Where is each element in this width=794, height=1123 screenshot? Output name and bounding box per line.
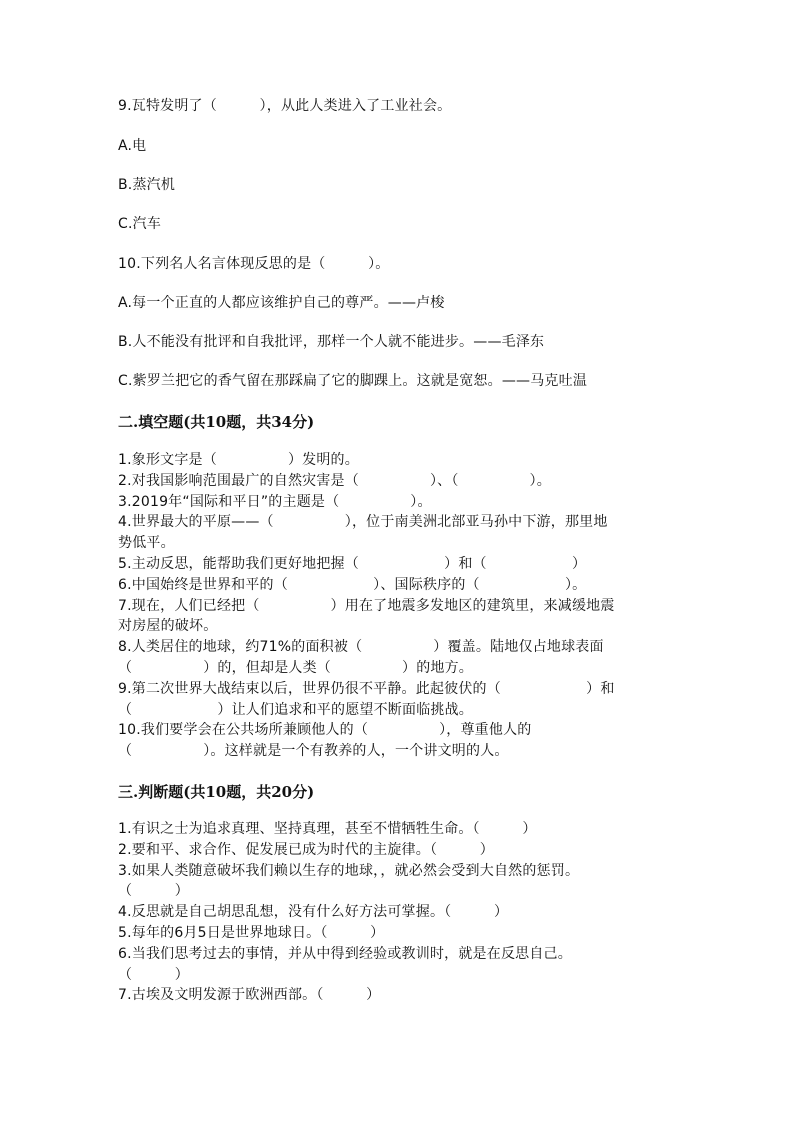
judge-line: 6.当我们思考过去的事情，并从中得到经验或教训时，就是在反思自己。 [118, 945, 572, 962]
fill-line: 1.象形文字是（ ）发明的。 [118, 452, 359, 468]
fill-line: （ ）的，但却是人类（ ）的地方。 [118, 659, 473, 676]
judge-question-list [118, 819, 678, 1006]
judge-line: 5.每年的6月5日是世界地球日。（ ） [118, 924, 385, 941]
question-10-stem: 10.下列名人名言体现反思的是（ ）。 [118, 256, 390, 272]
fill-line: 5.主动反思，能帮助我们更好地把握（ ）和（ ） [118, 555, 587, 572]
judge-line: （ ） [118, 883, 189, 900]
question-9-stem: 9.瓦特发明了（ ），从此人类进入了工业社会。 [118, 98, 452, 114]
fill-line: 4.世界最大的平原——（ ），位于南美洲北部亚马孙中下游，那里地 [118, 514, 608, 531]
fill-line: 3.2019年“国际和平日”的主题是（ ）。 [118, 493, 432, 510]
question-10-option-a: A.每一个正直的人都应该维护自己的尊严。——卢梭 [118, 295, 445, 311]
judge-line: 4.反思就是自己胡思乱想，没有什么好方法可掌握。（ ） [118, 904, 509, 921]
section-fill-heading: 二.填空题(共10题，共34分) [118, 413, 315, 431]
question-9-option-c: C.汽车 [118, 216, 162, 232]
judge-line: 1.有识之士为追求真理、坚持真理，甚至不惜牺牲生命。（ ） [118, 821, 537, 837]
section-judge-heading: 三.判断题(共10题，共20分) [118, 783, 315, 801]
fill-line: 6.中国始终是世界和平的（ ）、国际秩序的（ ）。 [118, 576, 587, 593]
question-10-option-b: B.人不能没有批评和自我批评，那样一个人就不能进步。——毛泽东 [118, 334, 545, 350]
fill-line: 势低平。 [118, 535, 175, 552]
question-9-option-a: A.电 [118, 138, 147, 154]
fill-line: 8.人类居住的地球，约71%的面积被（ ）覆盖。陆地仅占地球表面 [118, 639, 604, 656]
fill-line: （ ）。这样就是一个有教养的人，一个讲文明的人。 [118, 743, 509, 760]
fill-line: 7.现在，人们已经把（ ）用在了地震多发地区的建筑里，来减缓地震 [118, 597, 615, 614]
fill-line: （ ）让人们追求和平的愿望不断面临挑战。 [118, 701, 473, 718]
fill-line: 2.对我国影响范围最广的自然灾害是（ ）、（ ）。 [118, 472, 551, 489]
question-9-option-b: B.蒸汽机 [118, 177, 176, 193]
fill-question-list [118, 450, 678, 762]
fill-line: 对房屋的破坏。 [118, 618, 218, 635]
judge-line: 7.古埃及文明发源于欧洲西部。（ ） [118, 987, 381, 1004]
fill-line: 10.我们要学会在公共场所兼顾他人的（ ），尊重他人的 [118, 722, 532, 739]
judge-line: 3.如果人类随意破坏我们赖以生存的地球，，就必然会受到大自然的惩罚。 [118, 862, 580, 879]
fill-line: 9.第二次世界大战结束以后，世界仍很不平静。此起彼伏的（ ）和 [118, 680, 615, 697]
judge-line: （ ） [118, 966, 189, 983]
question-10-option-c: C.紫罗兰把它的香气留在那踩扁了它的脚踝上。这就是宽恕。——马克吐温 [118, 373, 588, 389]
judge-line: 2.要和平、求合作、促发展已成为时代的主旋律。（ ） [118, 841, 494, 858]
